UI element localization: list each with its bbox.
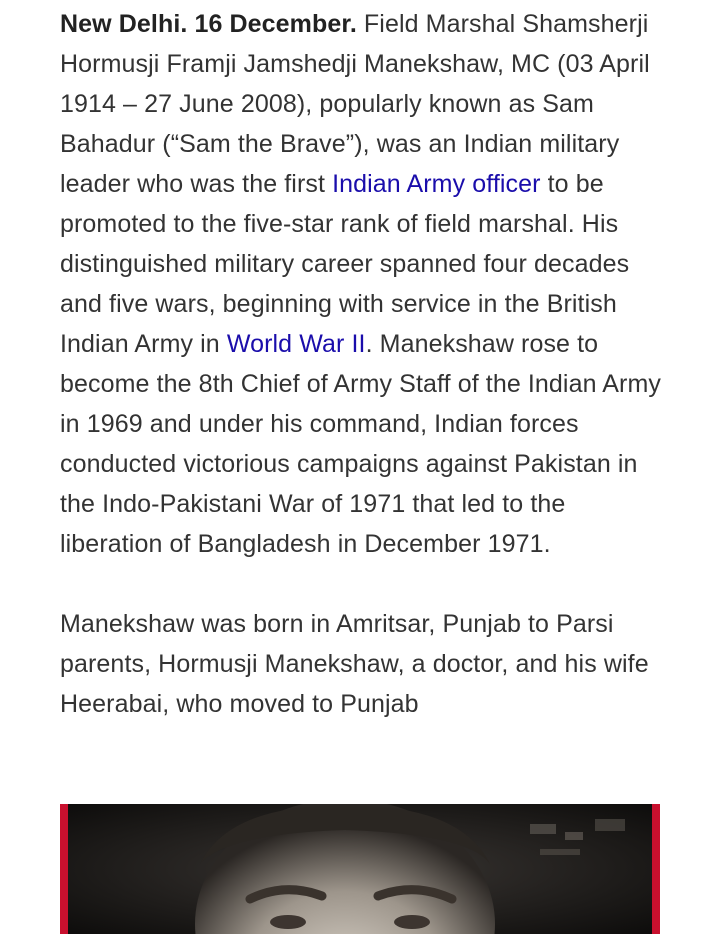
article-paragraph-1 — [60, 4, 668, 564]
dateline: New Delhi. 16 December. — [60, 10, 357, 38]
paragraph-text: . Manekshaw rose to become the 8th Chief of Army Staff of the Indian Army in 1969 and under his command, Indian forces conducted victorious campaigns against Pakistan in the Indo-Pakistani War of 1971 that led to the liberation of Bangladesh in December 1971. — [60, 330, 661, 558]
article-paragraph-2 — [60, 604, 668, 724]
paragraph-text: to be promoted to the five-star rank of field marshal. His distinguished military career spanned four decades and five wars, beginning with service in the British Indian Army in — [60, 170, 630, 358]
paragraph-text: Manekshaw was born in Amritsar, Punjab to Parsi parents, Hormusji Manekshaw, a doctor, and his wife Heerabai, who moved to Punjab — [60, 610, 649, 718]
paragraph-text: Field Marshal Shamsherji Hormusji Framji Jamshedji Manekshaw, MC (03 April 1914 – 27 June 2008), popularly known as Sam Bahadur (“Sam the Brave”), was an Indian military leader who was the first — [60, 10, 650, 198]
article-body — [60, 4, 668, 724]
manekshaw-photo — [60, 804, 660, 934]
portrait-image — [60, 804, 660, 934]
indian-army-officer-link[interactable]: Indian Army officer — [332, 170, 541, 198]
world-war-ii-link[interactable]: World War II — [226, 330, 366, 358]
